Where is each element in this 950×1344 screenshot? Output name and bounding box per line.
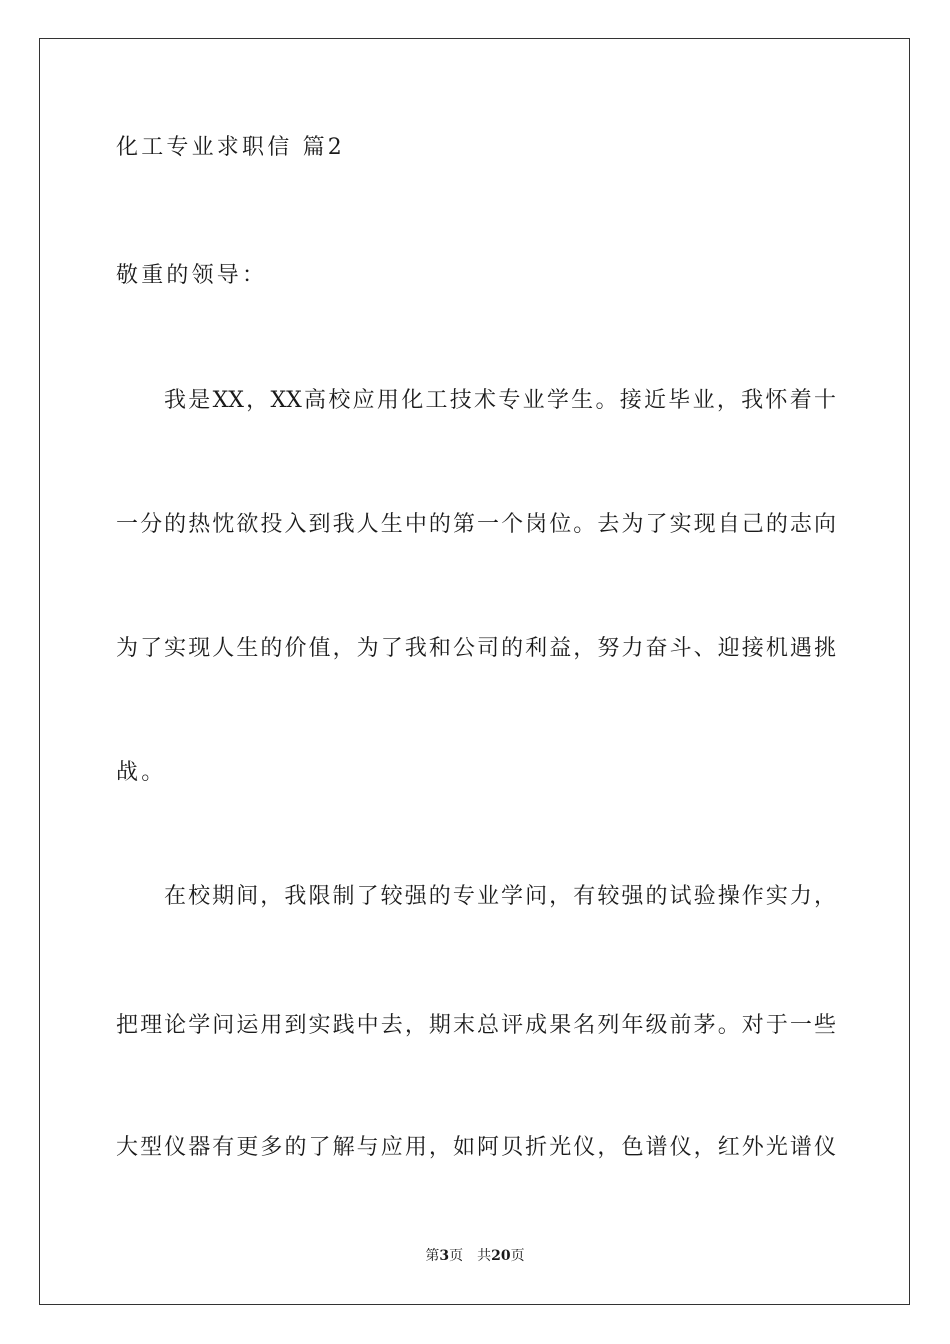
paragraph-2-line-1: 在校期间，我限制了较强的专业学问，有较强的试验操作实力， (164, 884, 836, 909)
footer-total-suffix: 页 (510, 1248, 525, 1264)
footer-total-prefix: 共 (477, 1248, 492, 1264)
footer-total-pages: 20 (491, 1248, 511, 1264)
footer-page-suffix: 页 (449, 1248, 464, 1264)
paragraph-1-line-1: 我是XX，XX高校应用化工技术专业学生。接近毕业，我怀着十 (164, 388, 836, 413)
document-heading: 化工专业求职信 篇2 (116, 135, 345, 160)
salutation: 敬重的领导： (116, 263, 268, 288)
paragraph-1-line-3: 为了实现人生的价值，为了我和公司的利益，努力奋斗、迎接机遇挑 (116, 636, 836, 661)
page-footer (0, 1247, 950, 1265)
page-border (39, 38, 910, 1305)
paragraph-2-line-2: 把理论学问运用到实践中去，期末总评成果名列年级前茅。对于一些 (116, 1013, 836, 1038)
paragraph-2-line-3: 大型仪器有更多的了解与应用，如阿贝折光仪，色谱仪，红外光谱仪 (116, 1135, 836, 1160)
paragraph-1-line-4: 战。 (116, 760, 167, 785)
footer-page-number: 3 (439, 1248, 450, 1264)
paragraph-1-line-2: 一分的热忱欲投入到我人生中的第一个岗位。去为了实现自己的志向 (116, 512, 836, 537)
footer-page-prefix: 第 (425, 1248, 440, 1264)
